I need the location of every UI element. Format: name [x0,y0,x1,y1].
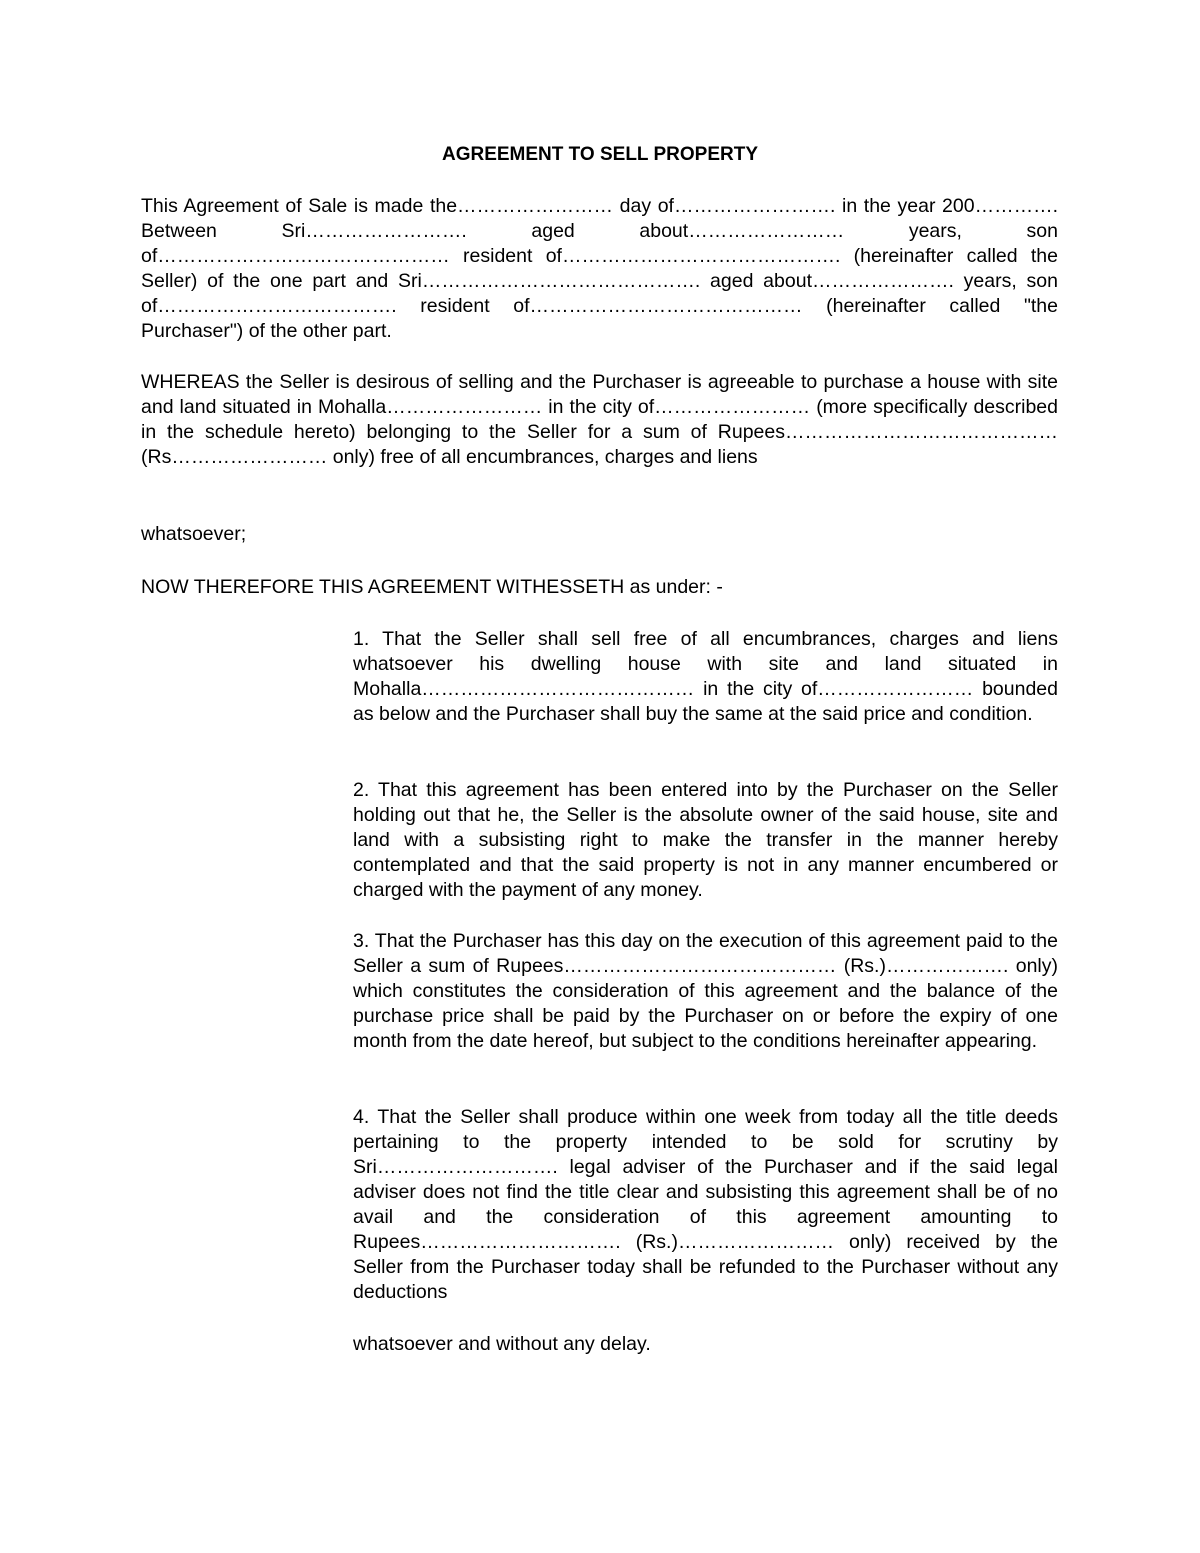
clause-1: 1. That the Seller shall sell free of all encumbrances, charges and liens whatsoever his dwelling house with site and land situated in Mohalla…………………………………… in the city of…………………… bounded as below and the Purchaser shall buy the same at the said price and condition. [353,628,1058,725]
clause-2: 2. That this agreement has been entered into by the Purchaser on the Seller holding out that he, the Seller is the absolute owner of the said house, site and land with a subsisting right to make the transfer in the manner hereby contemplated and that the said property is not in any manner encumbered or charged with the payment of any money. [353,779,1058,901]
closing-line: whatsoever and without any delay. [353,1333,651,1355]
whereas-paragraph: WHEREAS the Seller is desirous of selling and the Purchaser is agreeable to purchase a house with site and land situated in Mohalla…………………… in the city of…………………… (more specifically described in the schedule hereto) belonging to the Seller for a sum of Rupees…………………………………… (Rs…………………… only) free of all encumbrances, charges and liens [141,371,1058,468]
clause-4: 4. That the Seller shall produce within one week from today all the title deeds pertaining to the property intended to be sold for scrutiny by Sri………………………. legal adviser of the Purchaser and if the said legal adviser does not find the title clear and subsisting this agreement shall be of no avail and the consideration of this agreement amounting to Rupees…………………………. (Rs.)…………………… only) received by the Seller from the Purchaser today shall be refunded to the Purchaser without any deductions [353,1106,1058,1303]
intro-paragraph: This Agreement of Sale is made the…………………… day of……………………. in the year 200…………. Between Sri……………………. aged about…………………… years, son of……………………………………… resident of……………………………………. (hereinafter called the Seller) of the one part and Sri……………………………………. aged about…………………. years, son of………………………………. resident of…………………………………… (hereinafter called "the Purchaser") of the other part. [141,195,1058,342]
now-therefore-paragraph: NOW THEREFORE THIS AGREEMENT WITHESSETH as under: - [141,576,723,598]
document-title: AGREEMENT TO SELL PROPERTY [441,144,758,165]
whatsoever-line: whatsoever; [141,523,247,545]
clause-3: 3. That the Purchaser has this day on the execution of this agreement paid to the Seller a sum of Rupees…………………………………… (Rs.)………………. only) which constitutes the consideration of this agreement and the balance of the purchase price shall be paid by the Purchaser on or before the expiry of one month from the date hereof, but subject to the conditions hereinafter appearing. [353,930,1058,1052]
